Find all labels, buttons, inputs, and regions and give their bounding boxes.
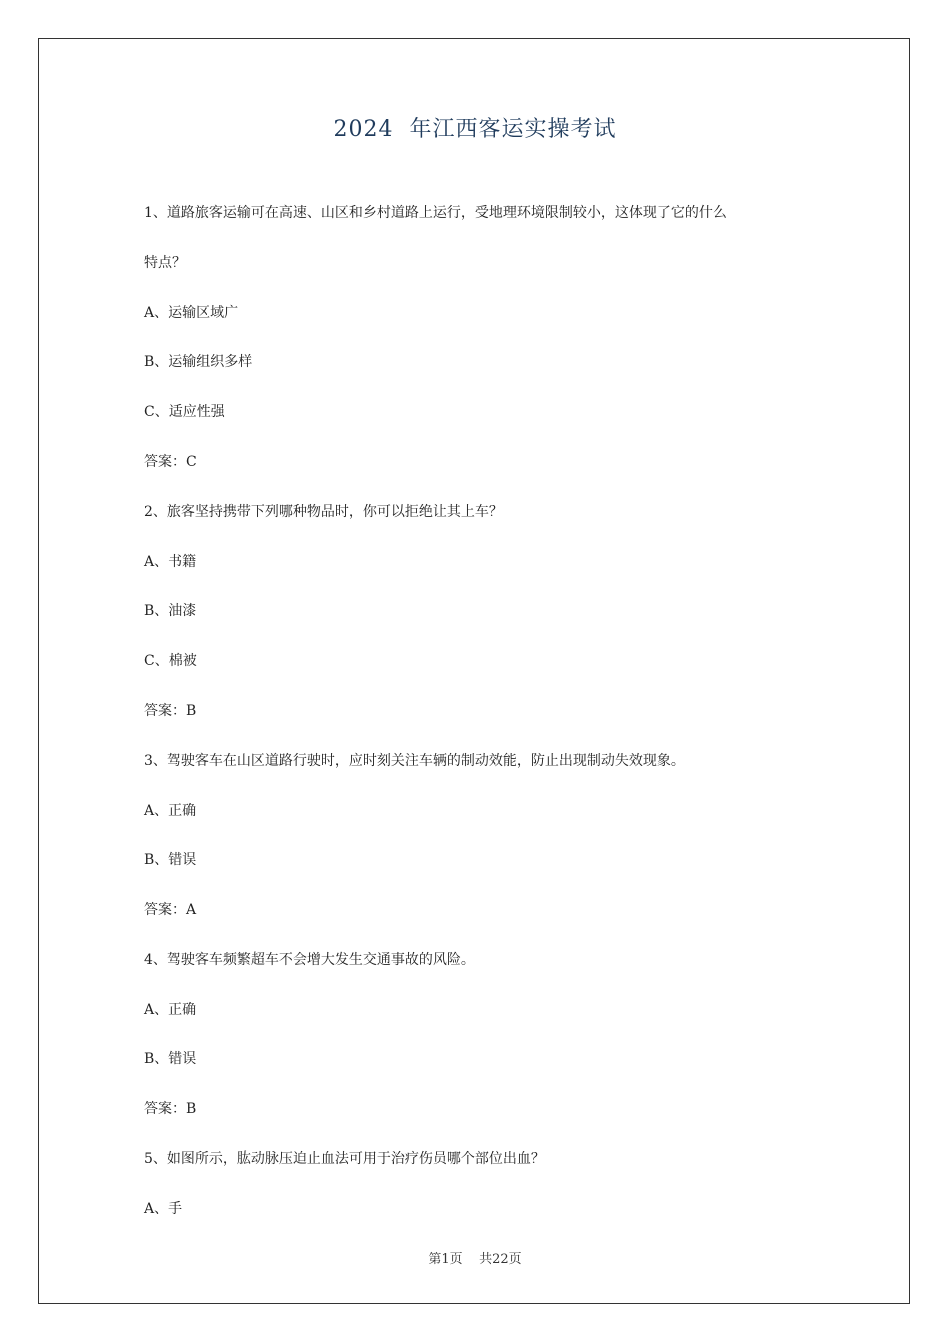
question-5-option-a: A、手 (144, 1201, 183, 1217)
question-1-text-continued: 特点？ (144, 255, 186, 271)
question-3-option-a: A、正确 (144, 803, 197, 819)
question-2-text: 2、旅客坚持携带下列哪种物品时，你可以拒绝让其上车？ (144, 504, 503, 520)
document-title: 2024 年江西客运实操考试 (333, 117, 617, 142)
question-2-answer: 答案：B (144, 703, 197, 719)
question-2-option-a: A、书籍 (144, 554, 197, 570)
question-1-option-a: A、运输区域广 (144, 305, 239, 321)
question-4-text: 4、驾驶客车频繁超车不会增大发生交通事故的风险。 (144, 952, 475, 968)
question-3-text: 3、驾驶客车在山区道路行驶时，应时刻关注车辆的制动效能，防止出现制动失效现象。 (144, 753, 685, 769)
question-1-text: 1、道路旅客运输可在高速、山区和乡村道路上运行，受地理环境限制较小，这体现了它的什么 (144, 205, 727, 221)
question-4-answer: 答案：B (144, 1101, 197, 1117)
question-3-option-b: B、错误 (144, 852, 197, 868)
page-number-footer: 第1页 共22页 (428, 1252, 522, 1267)
question-2-option-b: B、油漆 (144, 603, 197, 619)
question-1-option-c: C、适应性强 (144, 404, 225, 420)
question-1-option-b: B、运输组织多样 (144, 354, 253, 370)
question-5-text: 5、如图所示，肱动脉压迫止血法可用于治疗伤员哪个部位出血？ (144, 1151, 545, 1167)
question-1-answer: 答案：C (144, 454, 197, 470)
question-3-answer: 答案：A (144, 902, 197, 918)
question-4-option-a: A、正确 (144, 1002, 197, 1018)
question-2-option-c: C、棉被 (144, 653, 197, 669)
question-4-option-b: B、错误 (144, 1051, 197, 1067)
